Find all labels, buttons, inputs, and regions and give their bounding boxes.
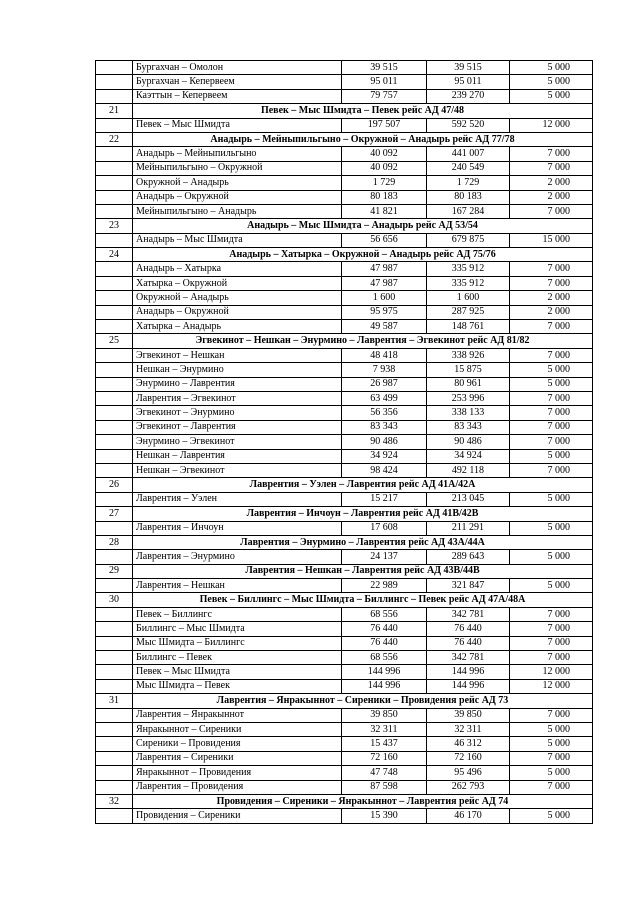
route-segment-cell: Анадырь – Окружной	[133, 305, 342, 319]
value-a-cell: 1 600	[342, 291, 427, 305]
value-b-cell: 253 996	[427, 391, 510, 405]
table-row	[96, 276, 593, 290]
row-number-cell	[96, 492, 133, 506]
route-group-number: 21	[96, 104, 133, 118]
tariff-table	[95, 60, 593, 824]
route-segment-cell: Лаврентия – Эгвекинот	[133, 391, 342, 405]
value-c-cell: 7 000	[510, 406, 593, 420]
route-group-title: Лаврентия – Нешкан – Лаврентия рейс АД 43В/44В	[133, 564, 593, 578]
route-segment-cell: Лаврентия – Инчоун	[133, 521, 342, 535]
table-row	[96, 190, 593, 204]
value-c-cell: 5 000	[510, 766, 593, 780]
route-group-header-row	[96, 478, 593, 492]
route-group-title: Провидения – Сиреники – Янракыннот – Лаврентия рейс АД 74	[133, 794, 593, 808]
value-c-cell: 5 000	[510, 550, 593, 564]
value-b-cell: 32 311	[427, 722, 510, 736]
value-b-cell: 321 847	[427, 579, 510, 593]
row-number-cell	[96, 651, 133, 665]
value-b-cell: 144 996	[427, 679, 510, 693]
value-a-cell: 34 924	[342, 449, 427, 463]
value-b-cell: 80 961	[427, 377, 510, 391]
value-b-cell: 338 133	[427, 406, 510, 420]
value-b-cell: 46 312	[427, 737, 510, 751]
row-number-cell	[96, 118, 133, 132]
route-segment-cell: Лаврентия – Янракыннот	[133, 708, 342, 722]
row-number-cell	[96, 665, 133, 679]
row-number-cell	[96, 751, 133, 765]
route-group-title: Эгвекинот – Нешкан – Энурмино – Лаврентия – Эгвекинот рейс АД 81/82	[133, 334, 593, 348]
route-segment-cell: Эгвекинот – Нешкан	[133, 348, 342, 362]
row-number-cell	[96, 75, 133, 89]
table-row	[96, 463, 593, 477]
table-row	[96, 204, 593, 218]
route-segment-cell: Лаврентия – Уэлен	[133, 492, 342, 506]
row-number-cell	[96, 363, 133, 377]
route-group-header-row	[96, 334, 593, 348]
route-group-header-row	[96, 794, 593, 808]
row-number-cell	[96, 204, 133, 218]
value-c-cell: 15 000	[510, 233, 593, 247]
value-b-cell: 90 486	[427, 435, 510, 449]
row-number-cell	[96, 722, 133, 736]
value-c-cell: 5 000	[510, 75, 593, 89]
table-row	[96, 607, 593, 621]
value-a-cell: 98 424	[342, 463, 427, 477]
route-group-header-row	[96, 694, 593, 708]
value-b-cell: 39 850	[427, 708, 510, 722]
route-segment-cell: Хатырка – Окружной	[133, 276, 342, 290]
value-b-cell: 338 926	[427, 348, 510, 362]
value-a-cell: 1 729	[342, 176, 427, 190]
table-row	[96, 708, 593, 722]
value-b-cell: 83 343	[427, 420, 510, 434]
table-row	[96, 291, 593, 305]
route-segment-cell: Мыс Шмидта – Певек	[133, 679, 342, 693]
value-c-cell: 7 000	[510, 262, 593, 276]
value-b-cell: 144 996	[427, 665, 510, 679]
table-row	[96, 320, 593, 334]
row-number-cell	[96, 435, 133, 449]
table-row	[96, 751, 593, 765]
value-b-cell: 342 781	[427, 607, 510, 621]
route-group-title: Лаврентия – Энурмино – Лаврентия рейс АД 43А/44А	[133, 535, 593, 549]
row-number-cell	[96, 780, 133, 794]
value-a-cell: 26 987	[342, 377, 427, 391]
route-group-header-row	[96, 104, 593, 118]
route-group-header-row	[96, 219, 593, 233]
route-segment-cell: Эгвекинот – Лаврентия	[133, 420, 342, 434]
row-number-cell	[96, 61, 133, 75]
table-row	[96, 363, 593, 377]
value-b-cell: 76 440	[427, 622, 510, 636]
value-b-cell: 679 875	[427, 233, 510, 247]
value-a-cell: 76 440	[342, 622, 427, 636]
value-a-cell: 144 996	[342, 665, 427, 679]
row-number-cell	[96, 809, 133, 823]
table-row	[96, 118, 593, 132]
value-c-cell: 2 000	[510, 305, 593, 319]
row-number-cell	[96, 406, 133, 420]
value-a-cell: 15 390	[342, 809, 427, 823]
value-a-cell: 17 608	[342, 521, 427, 535]
table-row	[96, 722, 593, 736]
table-row	[96, 391, 593, 405]
route-segment-cell: Окружной – Анадырь	[133, 176, 342, 190]
value-b-cell: 342 781	[427, 651, 510, 665]
value-c-cell: 12 000	[510, 679, 593, 693]
value-a-cell: 39 850	[342, 708, 427, 722]
row-number-cell	[96, 607, 133, 621]
table-row	[96, 406, 593, 420]
route-segment-cell: Энурмино – Эгвекинот	[133, 435, 342, 449]
value-c-cell: 7 000	[510, 147, 593, 161]
route-segment-cell: Певек – Мыс Шмидта	[133, 665, 342, 679]
route-group-title: Анадырь – Мейныпильгыно – Окружной – Анадырь рейс АД 77/78	[133, 132, 593, 146]
value-a-cell: 40 092	[342, 161, 427, 175]
table-row	[96, 161, 593, 175]
table-row	[96, 377, 593, 391]
table-row	[96, 665, 593, 679]
table-row	[96, 550, 593, 564]
table-row	[96, 579, 593, 593]
tariff-table-body	[96, 61, 593, 824]
value-c-cell: 5 000	[510, 492, 593, 506]
table-row	[96, 622, 593, 636]
row-number-cell	[96, 262, 133, 276]
route-group-header-row	[96, 535, 593, 549]
value-a-cell: 72 160	[342, 751, 427, 765]
value-c-cell: 7 000	[510, 780, 593, 794]
value-b-cell: 239 270	[427, 89, 510, 103]
route-group-header-row	[96, 593, 593, 607]
value-c-cell: 7 000	[510, 463, 593, 477]
value-c-cell: 7 000	[510, 622, 593, 636]
value-c-cell: 5 000	[510, 363, 593, 377]
value-b-cell: 441 007	[427, 147, 510, 161]
route-group-header-row	[96, 132, 593, 146]
value-a-cell: 40 092	[342, 147, 427, 161]
value-a-cell: 79 757	[342, 89, 427, 103]
route-segment-cell: Каэттын – Кепервеем	[133, 89, 342, 103]
value-b-cell: 240 549	[427, 161, 510, 175]
value-a-cell: 68 556	[342, 651, 427, 665]
value-a-cell: 24 137	[342, 550, 427, 564]
row-number-cell	[96, 766, 133, 780]
value-a-cell: 76 440	[342, 636, 427, 650]
value-a-cell: 47 748	[342, 766, 427, 780]
row-number-cell	[96, 348, 133, 362]
value-b-cell: 72 160	[427, 751, 510, 765]
value-c-cell: 5 000	[510, 579, 593, 593]
route-group-number: 24	[96, 248, 133, 262]
row-number-cell	[96, 89, 133, 103]
value-c-cell: 5 000	[510, 722, 593, 736]
route-group-number: 28	[96, 535, 133, 549]
row-number-cell	[96, 708, 133, 722]
value-c-cell: 7 000	[510, 435, 593, 449]
table-row	[96, 233, 593, 247]
route-segment-cell: Анадырь – Мыс Шмидта	[133, 233, 342, 247]
route-segment-cell: Певек – Биллингс	[133, 607, 342, 621]
row-number-cell	[96, 521, 133, 535]
value-a-cell: 68 556	[342, 607, 427, 621]
value-b-cell: 211 291	[427, 521, 510, 535]
table-row	[96, 780, 593, 794]
value-a-cell: 39 515	[342, 61, 427, 75]
value-c-cell: 7 000	[510, 636, 593, 650]
value-b-cell: 80 183	[427, 190, 510, 204]
value-a-cell: 144 996	[342, 679, 427, 693]
value-b-cell: 34 924	[427, 449, 510, 463]
table-row	[96, 449, 593, 463]
route-group-title: Лаврентия – Янракыннот – Сиреники – Провидения рейс АД 73	[133, 694, 593, 708]
table-row	[96, 679, 593, 693]
table-row	[96, 435, 593, 449]
route-segment-cell: Мыс Шмидта – Биллингс	[133, 636, 342, 650]
value-b-cell: 289 643	[427, 550, 510, 564]
value-c-cell: 5 000	[510, 61, 593, 75]
value-b-cell: 1 729	[427, 176, 510, 190]
value-b-cell: 335 912	[427, 276, 510, 290]
value-b-cell: 95 011	[427, 75, 510, 89]
value-c-cell: 5 000	[510, 89, 593, 103]
row-number-cell	[96, 420, 133, 434]
route-group-header-row	[96, 248, 593, 262]
value-c-cell: 7 000	[510, 651, 593, 665]
value-a-cell: 90 486	[342, 435, 427, 449]
route-group-number: 25	[96, 334, 133, 348]
value-c-cell: 5 000	[510, 809, 593, 823]
row-number-cell	[96, 291, 133, 305]
route-segment-cell: Анадырь – Окружной	[133, 190, 342, 204]
value-a-cell: 22 989	[342, 579, 427, 593]
route-group-number: 26	[96, 478, 133, 492]
row-number-cell	[96, 305, 133, 319]
row-number-cell	[96, 622, 133, 636]
route-segment-cell: Провидения – Сиреники	[133, 809, 342, 823]
value-c-cell: 5 000	[510, 737, 593, 751]
value-c-cell: 5 000	[510, 377, 593, 391]
value-c-cell: 5 000	[510, 449, 593, 463]
row-number-cell	[96, 233, 133, 247]
route-segment-cell: Лаврентия – Энурмино	[133, 550, 342, 564]
value-a-cell: 95 011	[342, 75, 427, 89]
table-row	[96, 636, 593, 650]
table-row	[96, 305, 593, 319]
row-number-cell	[96, 320, 133, 334]
route-segment-cell: Янракыннот – Провидения	[133, 766, 342, 780]
route-group-title: Лаврентия – Инчоун – Лаврентия рейс АД 41В/42В	[133, 507, 593, 521]
value-b-cell: 148 761	[427, 320, 510, 334]
route-segment-cell: Лаврентия – Провидения	[133, 780, 342, 794]
value-c-cell: 12 000	[510, 665, 593, 679]
value-a-cell: 41 821	[342, 204, 427, 218]
route-group-number: 31	[96, 694, 133, 708]
value-a-cell: 47 987	[342, 276, 427, 290]
value-a-cell: 56 356	[342, 406, 427, 420]
table-row	[96, 766, 593, 780]
route-segment-cell: Нешкан – Лаврентия	[133, 449, 342, 463]
value-b-cell: 95 496	[427, 766, 510, 780]
table-row	[96, 75, 593, 89]
route-group-header-row	[96, 507, 593, 521]
value-c-cell: 7 000	[510, 751, 593, 765]
route-segment-cell: Мейныпильгыно – Окружной	[133, 161, 342, 175]
value-b-cell: 76 440	[427, 636, 510, 650]
table-row	[96, 61, 593, 75]
value-c-cell: 7 000	[510, 607, 593, 621]
row-number-cell	[96, 679, 133, 693]
row-number-cell	[96, 176, 133, 190]
value-a-cell: 32 311	[342, 722, 427, 736]
table-row	[96, 737, 593, 751]
row-number-cell	[96, 636, 133, 650]
table-row	[96, 651, 593, 665]
route-segment-cell: Эгвекинот – Энурмино	[133, 406, 342, 420]
value-a-cell: 197 507	[342, 118, 427, 132]
value-b-cell: 287 925	[427, 305, 510, 319]
table-row	[96, 147, 593, 161]
value-a-cell: 56 656	[342, 233, 427, 247]
route-segment-cell: Певек – Мыс Шмидта	[133, 118, 342, 132]
value-b-cell: 39 515	[427, 61, 510, 75]
route-group-number: 23	[96, 219, 133, 233]
route-group-number: 32	[96, 794, 133, 808]
table-row	[96, 521, 593, 535]
value-c-cell: 2 000	[510, 176, 593, 190]
value-c-cell: 7 000	[510, 161, 593, 175]
table-row	[96, 89, 593, 103]
route-segment-cell: Лаврентия – Нешкан	[133, 579, 342, 593]
route-segment-cell: Анадырь – Хатырка	[133, 262, 342, 276]
row-number-cell	[96, 579, 133, 593]
value-c-cell: 7 000	[510, 391, 593, 405]
value-b-cell: 15 875	[427, 363, 510, 377]
value-b-cell: 46 170	[427, 809, 510, 823]
route-group-number: 29	[96, 564, 133, 578]
value-c-cell: 5 000	[510, 521, 593, 535]
value-c-cell: 2 000	[510, 291, 593, 305]
table-row	[96, 420, 593, 434]
table-row	[96, 809, 593, 823]
route-segment-cell: Хатырка – Анадырь	[133, 320, 342, 334]
value-c-cell: 2 000	[510, 190, 593, 204]
route-segment-cell: Лаврентия – Сиреники	[133, 751, 342, 765]
route-group-header-row	[96, 564, 593, 578]
value-c-cell: 7 000	[510, 420, 593, 434]
row-number-cell	[96, 391, 133, 405]
route-group-title: Певек – Биллингс – Мыс Шмидта – Биллингс – Певек рейс АД 47А/48А	[133, 593, 593, 607]
value-a-cell: 15 217	[342, 492, 427, 506]
value-b-cell: 335 912	[427, 262, 510, 276]
value-a-cell: 15 437	[342, 737, 427, 751]
value-b-cell: 167 284	[427, 204, 510, 218]
route-group-number: 22	[96, 132, 133, 146]
value-c-cell: 7 000	[510, 320, 593, 334]
table-row	[96, 176, 593, 190]
value-c-cell: 7 000	[510, 348, 593, 362]
route-segment-cell: Янракыннот – Сиреники	[133, 722, 342, 736]
value-c-cell: 7 000	[510, 276, 593, 290]
value-a-cell: 95 975	[342, 305, 427, 319]
route-group-title: Анадырь – Мыс Шмидта – Анадырь рейс АД 53/54	[133, 219, 593, 233]
route-segment-cell: Бургахчан – Кепервеем	[133, 75, 342, 89]
value-b-cell: 262 793	[427, 780, 510, 794]
route-segment-cell: Нешкан – Энурмино	[133, 363, 342, 377]
route-segment-cell: Нешкан – Эгвекинот	[133, 463, 342, 477]
route-segment-cell: Окружной – Анадырь	[133, 291, 342, 305]
route-segment-cell: Мейныпильгыно – Анадырь	[133, 204, 342, 218]
route-segment-cell: Анадырь – Мейныпильгыно	[133, 147, 342, 161]
value-a-cell: 80 183	[342, 190, 427, 204]
value-a-cell: 48 418	[342, 348, 427, 362]
row-number-cell	[96, 463, 133, 477]
value-b-cell: 592 520	[427, 118, 510, 132]
route-segment-cell: Биллингс – Мыс Шмидта	[133, 622, 342, 636]
value-b-cell: 1 600	[427, 291, 510, 305]
row-number-cell	[96, 276, 133, 290]
row-number-cell	[96, 737, 133, 751]
route-group-number: 27	[96, 507, 133, 521]
value-a-cell: 87 598	[342, 780, 427, 794]
value-b-cell: 492 118	[427, 463, 510, 477]
route-group-title: Лаврентия – Уэлен – Лаврентия рейс АД 41А/42А	[133, 478, 593, 492]
route-group-title: Певек – Мыс Шмидта – Певек рейс АД 47/48	[133, 104, 593, 118]
route-group-number: 30	[96, 593, 133, 607]
route-group-title: Анадырь – Хатырка – Окружной – Анадырь рейс АД 75/76	[133, 248, 593, 262]
row-number-cell	[96, 449, 133, 463]
value-c-cell: 12 000	[510, 118, 593, 132]
table-row	[96, 348, 593, 362]
value-a-cell: 63 499	[342, 391, 427, 405]
row-number-cell	[96, 190, 133, 204]
value-a-cell: 49 587	[342, 320, 427, 334]
route-segment-cell: Бургахчан – Омолон	[133, 61, 342, 75]
value-a-cell: 47 987	[342, 262, 427, 276]
row-number-cell	[96, 550, 133, 564]
row-number-cell	[96, 147, 133, 161]
value-c-cell: 7 000	[510, 204, 593, 218]
table-row	[96, 262, 593, 276]
route-segment-cell: Сиреники – Провидения	[133, 737, 342, 751]
table-row	[96, 492, 593, 506]
value-b-cell: 213 045	[427, 492, 510, 506]
value-c-cell: 7 000	[510, 708, 593, 722]
route-segment-cell: Энурмино – Лаврентия	[133, 377, 342, 391]
row-number-cell	[96, 161, 133, 175]
route-segment-cell: Биллингс – Певек	[133, 651, 342, 665]
row-number-cell	[96, 377, 133, 391]
value-a-cell: 83 343	[342, 420, 427, 434]
value-a-cell: 7 938	[342, 363, 427, 377]
